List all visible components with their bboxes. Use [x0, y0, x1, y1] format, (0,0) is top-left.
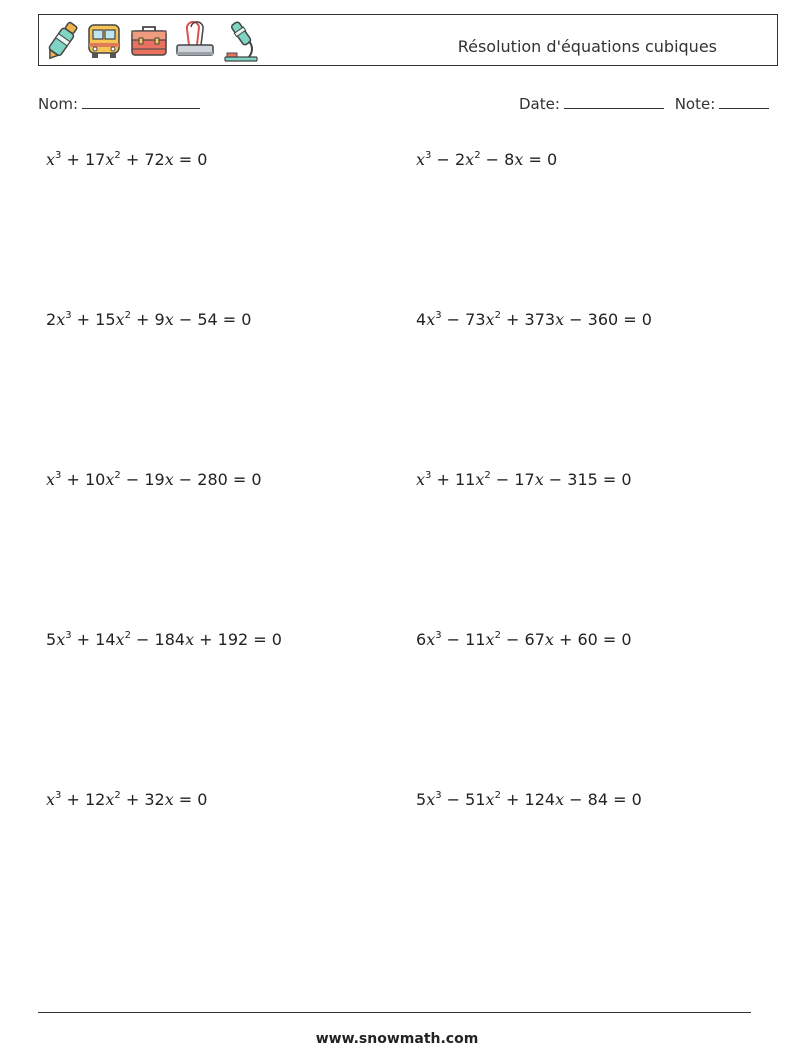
variable: x — [514, 150, 524, 169]
exponent: 3 — [55, 149, 62, 161]
term-text: + 9 — [130, 310, 165, 329]
variable: x — [555, 310, 565, 329]
note-label: Note: — [674, 95, 716, 113]
exponent: 2 — [494, 789, 501, 801]
variable: x — [426, 310, 436, 329]
term-text: + 15 — [71, 310, 116, 329]
equation-6 — [416, 470, 632, 489]
variable: x — [105, 150, 115, 169]
equation-8 — [416, 630, 632, 649]
exponent: 2 — [114, 789, 121, 801]
variable: x — [105, 470, 115, 489]
equation-4 — [416, 310, 652, 329]
exponent: 3 — [65, 309, 72, 321]
exponent: 3 — [435, 789, 442, 801]
variable: x — [475, 470, 485, 489]
term-text: = 0 — [523, 150, 558, 169]
variable: x — [185, 630, 195, 649]
term-text: − 67 — [500, 630, 545, 649]
term-text: − 11 — [441, 630, 486, 649]
binder-clip-icon — [175, 19, 215, 63]
variable: x — [164, 790, 174, 809]
variable: x — [426, 790, 436, 809]
term-text: − 17 — [490, 470, 535, 489]
exponent: 2 — [124, 629, 131, 641]
term-text: 2 — [46, 310, 57, 329]
term-text: + 32 — [120, 790, 165, 809]
term-text: − 360 = 0 — [564, 310, 652, 329]
briefcase-icon — [129, 19, 169, 63]
equation-10 — [416, 790, 642, 809]
term-text: − 73 — [441, 310, 486, 329]
date-note-fields — [519, 94, 769, 113]
variable: x — [416, 470, 426, 489]
variable: x — [555, 790, 565, 809]
variable: x — [105, 790, 115, 809]
equation-1 — [46, 150, 207, 169]
term-text: − 2 — [431, 150, 466, 169]
equation-2 — [416, 150, 557, 169]
note-blank[interactable] — [719, 94, 769, 109]
variable: x — [416, 150, 426, 169]
term-text: = 0 — [173, 150, 208, 169]
term-text: + 17 — [61, 150, 106, 169]
term-text: + 12 — [61, 790, 106, 809]
variable: x — [465, 150, 475, 169]
header-icons — [45, 19, 261, 63]
exponent: 2 — [494, 629, 501, 641]
exponent: 3 — [435, 309, 442, 321]
variable: x — [544, 630, 554, 649]
term-text: + 72 — [120, 150, 165, 169]
term-text: − 280 = 0 — [173, 470, 262, 489]
date-label: Date: — [519, 95, 560, 113]
term-text: + 192 = 0 — [194, 630, 282, 649]
exponent: 3 — [435, 629, 442, 641]
term-text: 4 — [416, 310, 427, 329]
term-text: + 14 — [71, 630, 116, 649]
variable: x — [115, 630, 125, 649]
school-bus-icon — [85, 19, 123, 63]
term-text: − 84 = 0 — [564, 790, 642, 809]
name-field — [38, 94, 200, 113]
variable: x — [56, 310, 66, 329]
exponent: 3 — [425, 149, 432, 161]
variable: x — [56, 630, 66, 649]
equation-7 — [46, 630, 282, 649]
term-text: − 8 — [480, 150, 515, 169]
exponent: 3 — [65, 629, 72, 641]
variable: x — [485, 630, 495, 649]
variable: x — [485, 790, 495, 809]
exponent: 2 — [494, 309, 501, 321]
worksheet-title: Résolution d'équations cubiques — [457, 37, 717, 56]
exponent: 3 — [425, 469, 432, 481]
variable: x — [485, 310, 495, 329]
term-text: + 373 — [500, 310, 556, 329]
exponent: 3 — [55, 469, 62, 481]
term-text: = 0 — [173, 790, 208, 809]
exponent: 2 — [484, 469, 491, 481]
term-text: − 19 — [120, 470, 165, 489]
variable: x — [46, 150, 56, 169]
variable: x — [46, 790, 56, 809]
marker-icon — [45, 19, 79, 63]
name-blank[interactable] — [82, 94, 200, 109]
term-text: − 51 — [441, 790, 486, 809]
variable: x — [534, 470, 544, 489]
equation-3 — [46, 310, 251, 329]
variable: x — [46, 470, 56, 489]
variable: x — [164, 310, 174, 329]
term-text: + 11 — [431, 470, 476, 489]
term-text: 5 — [46, 630, 57, 649]
variable: x — [164, 150, 174, 169]
exponent: 2 — [114, 469, 121, 481]
exponent: 2 — [124, 309, 131, 321]
term-text: + 10 — [61, 470, 106, 489]
date-blank[interactable] — [564, 94, 664, 109]
term-text: − 54 = 0 — [173, 310, 252, 329]
exponent: 2 — [474, 149, 481, 161]
term-text: − 315 = 0 — [543, 470, 632, 489]
term-text: 6 — [416, 630, 427, 649]
exponent: 3 — [55, 789, 62, 801]
footer-divider — [38, 1012, 751, 1013]
variable: x — [164, 470, 174, 489]
term-text: 5 — [416, 790, 427, 809]
term-text: − 184 — [130, 630, 186, 649]
variable: x — [426, 630, 436, 649]
term-text: + 60 = 0 — [553, 630, 632, 649]
name-label: Nom: — [38, 95, 79, 113]
worksheet-header — [38, 14, 778, 66]
term-text: + 124 — [500, 790, 556, 809]
equation-9 — [46, 790, 207, 809]
exponent: 2 — [114, 149, 121, 161]
footer-url: www.snowmath.com — [315, 1031, 479, 1047]
variable: x — [115, 310, 125, 329]
equation-5 — [46, 470, 262, 489]
microscope-icon — [221, 19, 261, 63]
